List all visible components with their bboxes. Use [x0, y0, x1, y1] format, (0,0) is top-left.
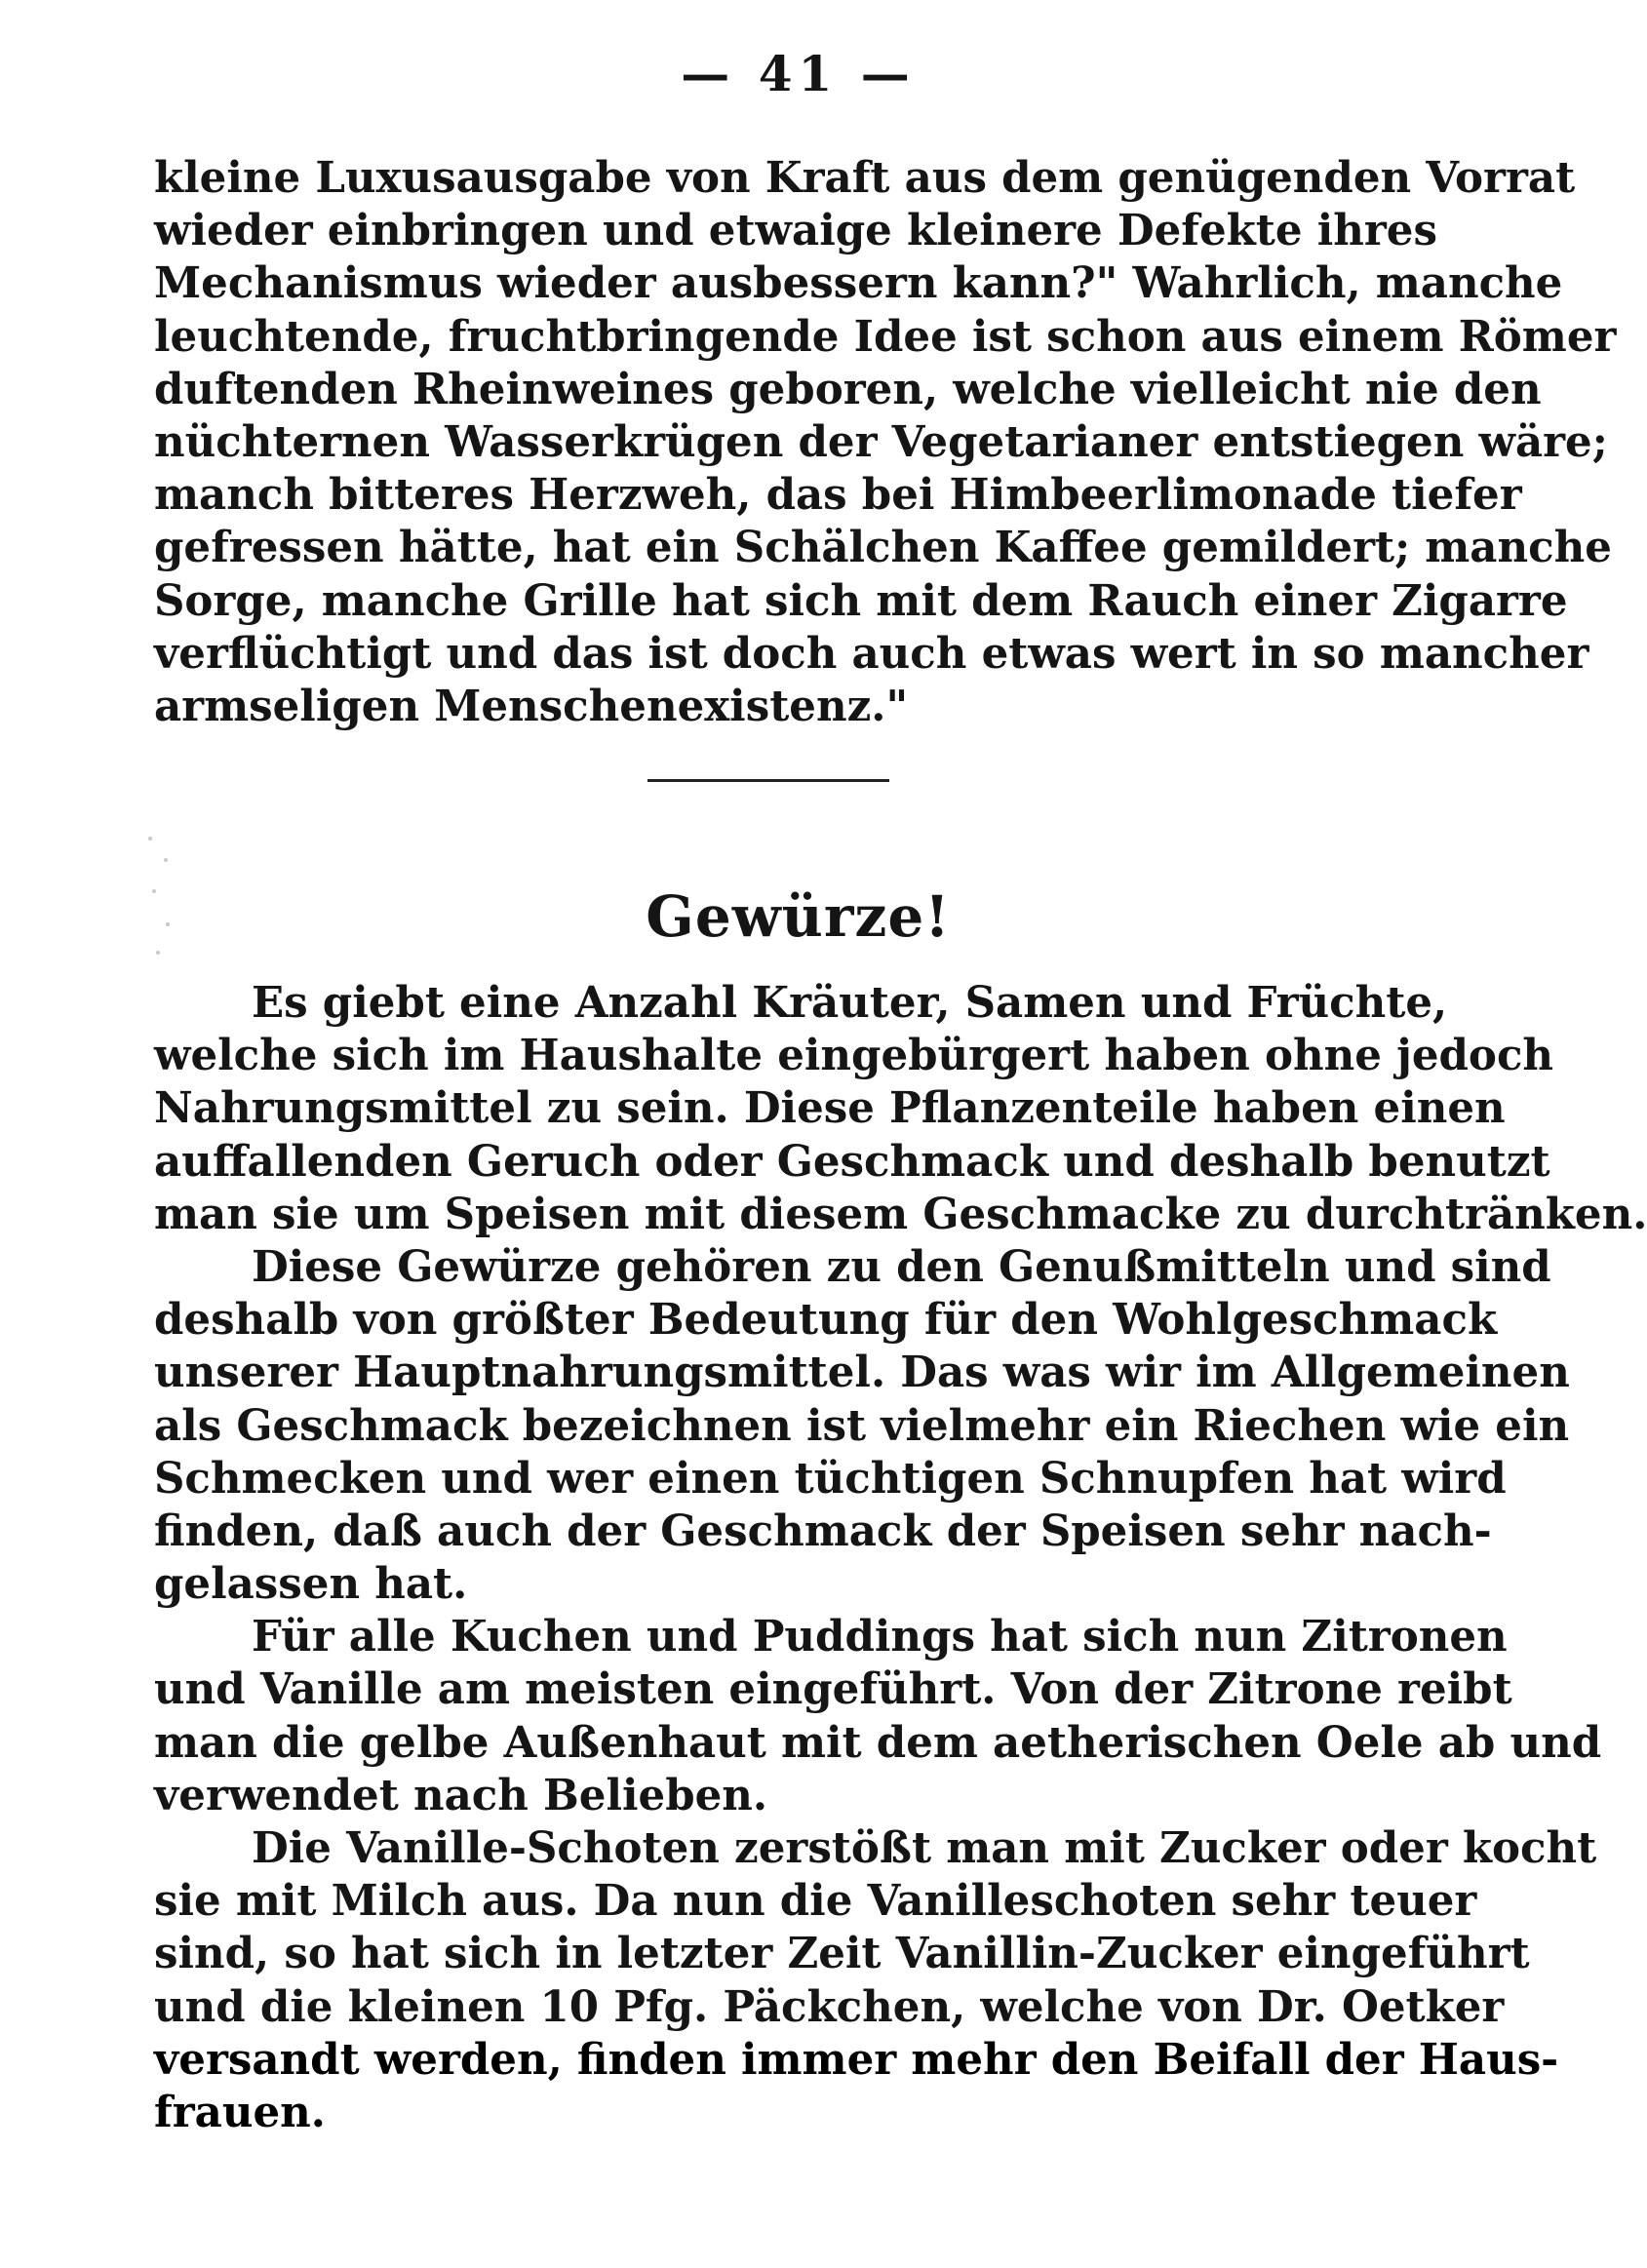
text-line: man die gelbe Außenhaut mit dem aetherischen Oele ab und: [154, 1717, 1602, 1768]
text-line: kleine Luxusausgabe von Kraft aus dem genügenden Vorrat: [154, 153, 1576, 203]
text-line: welche sich im Haushalte eingebürgert haben ohne jedoch: [154, 1031, 1554, 1081]
text-line: und Vanille am meisten eingeführt. Von der Zitrone reibt: [154, 1664, 1512, 1715]
paper-speck: [156, 951, 160, 955]
paragraph-4: [154, 1822, 1597, 2139]
text-line: Diese Gewürze gehören zu den Genußmitteln und sind: [252, 1241, 1551, 1292]
text-line: deshalb von größter Bedeutung für den Wohlgeschmack: [154, 1295, 1498, 1346]
text-line: Sorge, manche Grille hat sich mit dem Rauch einer Zigarre: [154, 575, 1568, 626]
text-line: finden, daß auch der Geschmack der Speisen sehr nach-: [154, 1505, 1492, 1556]
text-line: Mechanismus wieder ausbessern kann?" Wahrlich, manche: [154, 258, 1563, 309]
text-line: versandt werden, finden immer mehr den Beifall der Haus-: [154, 2034, 1559, 2085]
text-line: gelassen hat.: [154, 1559, 468, 1610]
section-heading: Gewürze!: [646, 883, 951, 950]
text-line: gefressen hätte, hat ein Schälchen Kaffee gemildert; manche: [154, 523, 1612, 573]
text-line: Es giebt eine Anzahl Kräuter, Samen und Früchte,: [252, 978, 1448, 1028]
continued-paragraph: [154, 152, 1617, 733]
text-line: Nahrungsmittel zu sein. Diese Pflanzenteile haben einen: [154, 1083, 1506, 1134]
page-number: — 41 —: [681, 45, 916, 102]
paper-speck: [164, 858, 168, 862]
text-line: unserer Hauptnahrungsmittel. Das was wir im Allgemeinen: [154, 1348, 1570, 1398]
text-line: frauen.: [154, 2087, 326, 2137]
text-line: man sie um Speisen mit diesem Geschmacke zu durchtränken.: [154, 1189, 1647, 1239]
text-line: Schmecken und wer einen tüchtigen Schnupfen hat wird: [154, 1453, 1507, 1504]
text-line: verflüchtigt und das ist doch auch etwas wert in so mancher: [154, 628, 1589, 679]
text-line: leuchtende, fruchtbringende Idee ist schon aus einem Römer: [154, 311, 1617, 362]
text-line: manch bitteres Herzweh, das bei Himbeerlimonade tiefer: [154, 470, 1522, 521]
body-text: [154, 977, 1647, 2139]
text-line: und die kleinen 10 Pfg. Päckchen, welche von Dr. Oetker: [154, 1981, 1505, 2032]
text-line: als Geschmack bezeichnen ist vielmehr ein Riechen wie ein: [154, 1400, 1570, 1451]
text-line: duftenden Rheinweines geboren, welche vielleicht nie den: [154, 364, 1542, 414]
paragraph-2: [154, 1241, 1570, 1611]
paragraph-1: [154, 977, 1647, 1241]
text-line: armseligen Menschenexistenz.": [154, 681, 909, 731]
text-line: Für alle Kuchen und Puddings hat sich nun Zitronen: [252, 1612, 1508, 1662]
paper-speck: [148, 837, 152, 841]
text-line: sie mit Milch aus. Da nun die Vanilleschoten sehr teuer: [154, 1876, 1477, 1927]
paragraph-3: [154, 1611, 1602, 1822]
text-line: nüchternen Wasserkrügen der Vegetarianer entstiegen wäre;: [154, 416, 1608, 467]
text-line: Die Vanille-Schoten zerstößt man mit Zucker oder kocht: [252, 1823, 1597, 1873]
section-divider: [647, 779, 889, 782]
text-line: verwendet nach Belieben.: [154, 1770, 768, 1820]
text-line: auffallenden Geruch oder Geschmack und deshalb benutzt: [154, 1136, 1550, 1187]
text-line: wieder einbringen und etwaige kleinere Defekte ihres: [154, 206, 1437, 256]
text-line: sind, so hat sich in letzter Zeit Vanillin-Zucker eingeführt: [154, 1929, 1530, 1979]
